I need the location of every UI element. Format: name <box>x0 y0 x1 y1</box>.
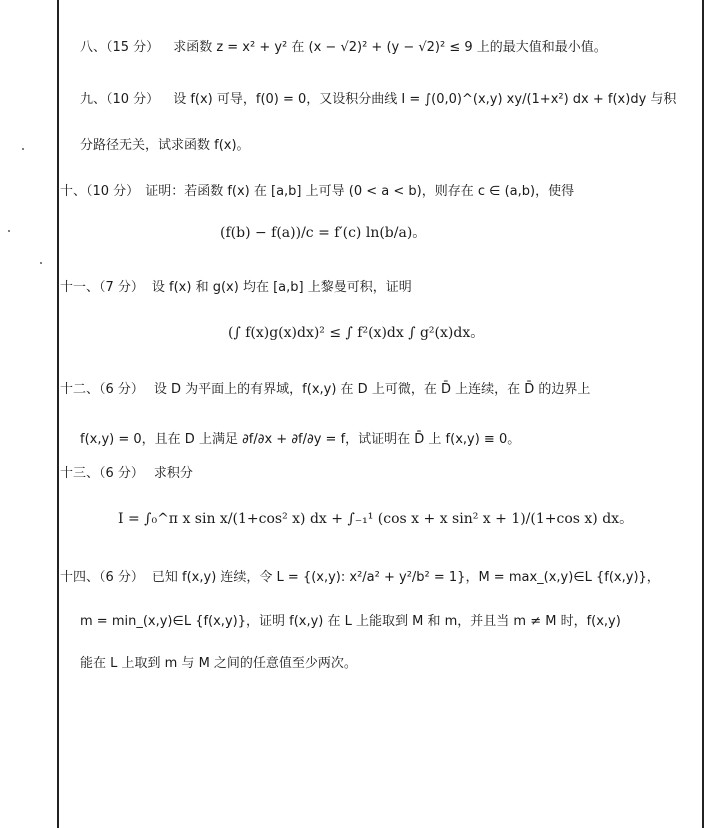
problem-10-formula-text: (f(b) − f(a))/c = f′(c) ln(b/a)。 <box>220 225 427 241</box>
problem-14-text-continued: m = min_(x,y)∈L {f(x,y)}，证明 f(x,y) 在 L 上能取到 M 和 m，并且当 m ≠ M 时，f(x,y) <box>80 614 621 629</box>
problem-12-line-2 <box>80 428 520 447</box>
problem-14-line-1 <box>60 566 660 585</box>
problem-13-formula <box>118 508 633 528</box>
scan-speck <box>40 262 42 264</box>
problem-8-label: 八、（15 分） <box>80 40 160 55</box>
problem-12-text: 设 D 为平面上的有界域，f(x,y) 在 D 上可微，在 D̄ 上连续，在 D̄ 的边界上 <box>153 382 591 397</box>
problem-14-line-3 <box>80 652 357 671</box>
problem-11-text: 设 f(x) 和 g(x) 均在 [a,b] 上黎曼可积，证明 <box>151 280 412 295</box>
problem-13-formula-text: I = ∫₀^π x sin x/(1+cos² x) dx + ∫₋₁¹ (cos x + x sin² x + 1)/(1+cos x) dx。 <box>118 511 634 527</box>
left-margin-rule <box>57 0 59 828</box>
problem-9-line-2 <box>80 134 250 153</box>
scan-speck <box>22 148 24 150</box>
problem-14-line-2 <box>80 610 621 629</box>
problem-10-formula <box>220 222 426 242</box>
problem-9-text: 设 f(x) 可导，f(0) = 0，又设积分曲线 I = ∫(0,0)^(x,y) xy/(1+x²) dx + f(x)dy 与积 <box>173 92 677 107</box>
problem-10-text: 证明：若函数 f(x) 在 [a,b] 上可导 (0 < a < b)，则存在 c ∈ (a,b)，使得 <box>145 184 575 199</box>
problem-10-label: 十、（10 分） <box>60 184 140 199</box>
right-margin-rule <box>702 0 704 828</box>
problem-14-label: 十四、（6 分） <box>60 570 144 585</box>
problem-11 <box>60 276 412 295</box>
problem-12-line-1 <box>60 378 590 397</box>
problem-14-text-final: 能在 L 上取到 m 与 M 之间的任意值至少两次。 <box>80 656 357 671</box>
problem-12-text-continued: f(x,y) = 0，且在 D 上满足 ∂f/∂x + ∂f/∂y = f，试证明在 D̄ 上 f(x,y) ≡ 0。 <box>80 432 521 447</box>
problem-9-text-continued: 分路径无关，试求函数 f(x)。 <box>80 138 250 153</box>
problem-13-label: 十三、（6 分） <box>60 466 144 481</box>
scan-speck <box>8 230 10 232</box>
problem-11-formula <box>228 322 484 342</box>
problem-11-formula-text: (∫ f(x)g(x)dx)² ≤ ∫ f²(x)dx ∫ g²(x)dx。 <box>228 325 485 341</box>
problem-9-line-1 <box>80 88 676 107</box>
problem-8-text: 求函数 z = x² + y² 在 (x − √2)² + (y − √2)² ≤ 9 上的最大值和最小值。 <box>173 40 607 55</box>
problem-13-text: 求积分 <box>153 466 193 481</box>
problem-11-label: 十一、（7 分） <box>60 280 144 295</box>
problem-14-text: 已知 f(x,y) 连续，令 L = {(x,y): x²/a² + y²/b² = 1}，M = max_(x,y)∈L {f(x,y)}， <box>151 570 660 585</box>
problem-13 <box>60 462 193 481</box>
problem-12-label: 十二、（6 分） <box>60 382 144 397</box>
problem-9-label: 九、（10 分） <box>80 92 160 107</box>
problem-10 <box>60 180 574 199</box>
problem-8 <box>80 36 607 55</box>
